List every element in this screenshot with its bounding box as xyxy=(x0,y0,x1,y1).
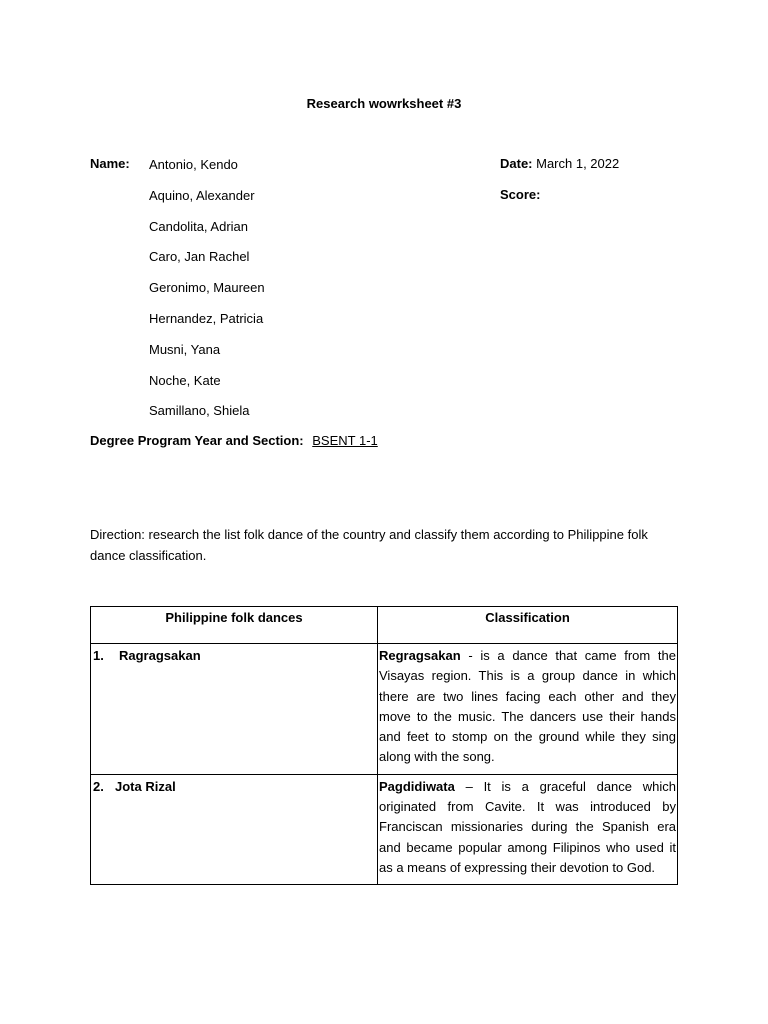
classification-description: - is a dance that came from the Visayas region. This is a group dance in which there are two lines facing each other and they move to the music. The dancers use their hands and feet to stomp on the ground while they sing along with the song. xyxy=(379,648,676,765)
column-header: Philippine folk dances xyxy=(91,607,378,644)
list-item: Hernandez, Patricia xyxy=(149,310,264,326)
dance-cell xyxy=(91,644,378,775)
list-item: Noche, Kate xyxy=(149,372,221,388)
date-label: Date: xyxy=(500,156,533,171)
classification-cell xyxy=(378,644,678,775)
dance-name: Ragragsakan xyxy=(119,648,201,663)
direction-text: Direction: research the list folk dance of the country and classify them according to Philippine folk dance classification. xyxy=(90,527,648,563)
name-label: Name: xyxy=(90,156,130,171)
list-item: Antonio, Kendo xyxy=(149,157,238,172)
dance-cell xyxy=(91,774,378,884)
list-item: Aquino, Alexander xyxy=(149,187,255,203)
table-header-row xyxy=(91,607,678,644)
classification-term: Regragsakan xyxy=(379,648,461,663)
score-label: Score: xyxy=(500,187,541,202)
list-item: Musni, Yana xyxy=(149,341,221,357)
classification-description: – It is a graceful dance which originated from Cavite. It was introduced by Franciscan missionaries during the Spanish era and became popular among Filipinos who used it as a means of expressing their devotion to God. xyxy=(379,778,676,875)
dance-name: Jota Rizal xyxy=(115,778,176,794)
degree-value: BSENT 1-1 xyxy=(312,433,378,448)
list-item: Caro, Jan Rachel xyxy=(149,249,250,265)
list-item: Samillano, Shiela xyxy=(149,403,250,419)
table-row xyxy=(91,774,678,884)
page-title: Research wowrksheet #3 xyxy=(306,96,462,111)
names-list xyxy=(149,156,265,433)
date-value: March 1, 2022 xyxy=(532,156,620,171)
folk-dance-table xyxy=(90,606,678,885)
classification-cell xyxy=(378,774,678,884)
degree-label: Degree Program Year and Section: xyxy=(90,433,304,448)
date-line xyxy=(500,156,619,171)
row-number: 1. xyxy=(93,648,104,663)
table-row xyxy=(91,644,678,775)
list-item: Geronimo, Maureen xyxy=(149,280,265,296)
classification-term: Pagdidiwata xyxy=(379,778,455,794)
row-number: 2. xyxy=(93,778,104,794)
degree-line xyxy=(90,433,378,448)
column-header: Classification xyxy=(378,607,678,644)
list-item: Candolita, Adrian xyxy=(149,218,249,234)
